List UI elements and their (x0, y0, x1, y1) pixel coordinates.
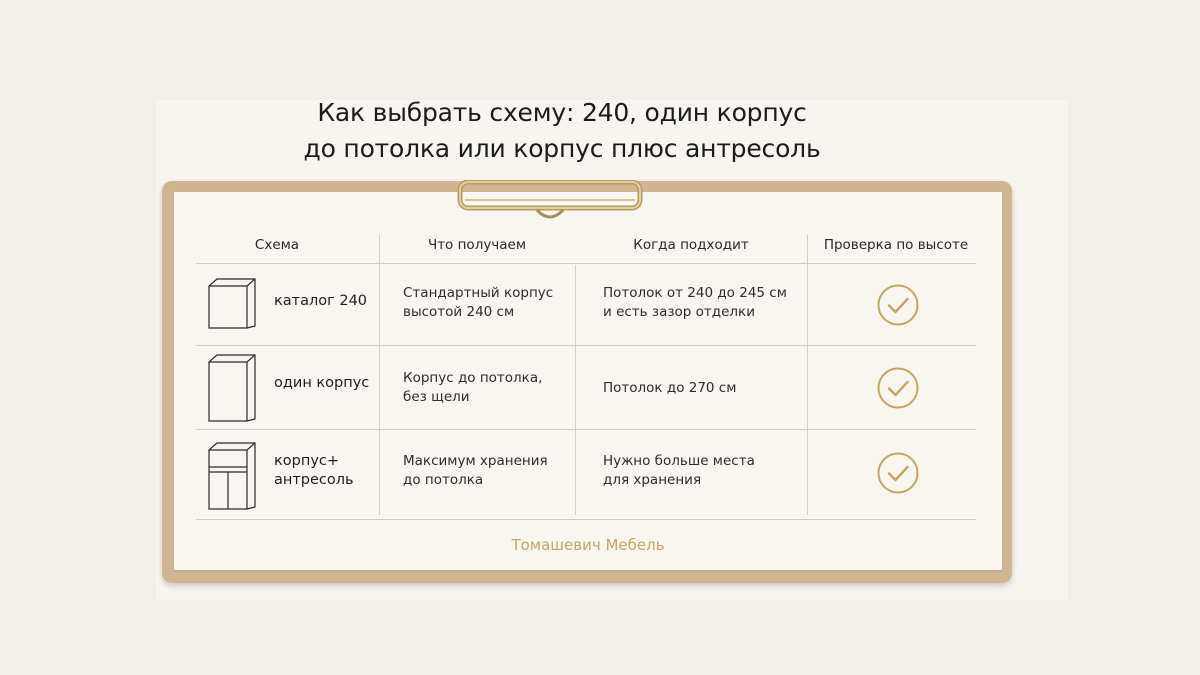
cabinet-with-mezzanine-icon (207, 440, 257, 512)
tall-cabinet-icon (207, 352, 257, 424)
divider (379, 235, 380, 515)
check-circle-icon (877, 367, 919, 409)
check-circle-icon (877, 284, 919, 326)
divider (575, 265, 576, 515)
brand-footer: Томашевич Мебель (511, 536, 665, 554)
scheme-label: каталог 240 (274, 293, 368, 309)
what-you-get-cell: Корпус до потолка, без щели (403, 370, 543, 405)
single-cabinet-icon (207, 276, 257, 330)
when-suits-cell: Потолок от 240 до 245 см и есть зазор отделки (603, 285, 787, 320)
when-suits-cell: Потолок до 270 см (603, 380, 737, 396)
what-you-get-cell: Максимум хранения до потолка (403, 453, 548, 488)
scheme-label: один корпус (274, 375, 370, 391)
page-title (156, 95, 968, 167)
header-scheme: Схема (254, 237, 300, 253)
check-circle-icon (877, 452, 919, 494)
header-height-check: Проверка по высоте (823, 237, 969, 253)
header-what-you-get: Что получаем (427, 237, 527, 253)
divider (196, 429, 976, 430)
clipboard-clip-icon (457, 180, 643, 228)
title-line-1: Как выбрать схему: 240, один корпус (317, 98, 807, 127)
title-line-2: до потолка или корпус плюс антресоль (303, 134, 821, 163)
divider (196, 263, 976, 264)
scheme-label: корпус+ антресоль (274, 453, 354, 488)
what-you-get-cell: Стандартный корпус высотой 240 см (403, 285, 554, 320)
divider (196, 345, 976, 346)
header-when-suits: Когда подходит (633, 237, 749, 253)
divider (807, 235, 808, 515)
divider (196, 519, 976, 520)
when-suits-cell: Нужно больше места для хранения (603, 453, 755, 488)
